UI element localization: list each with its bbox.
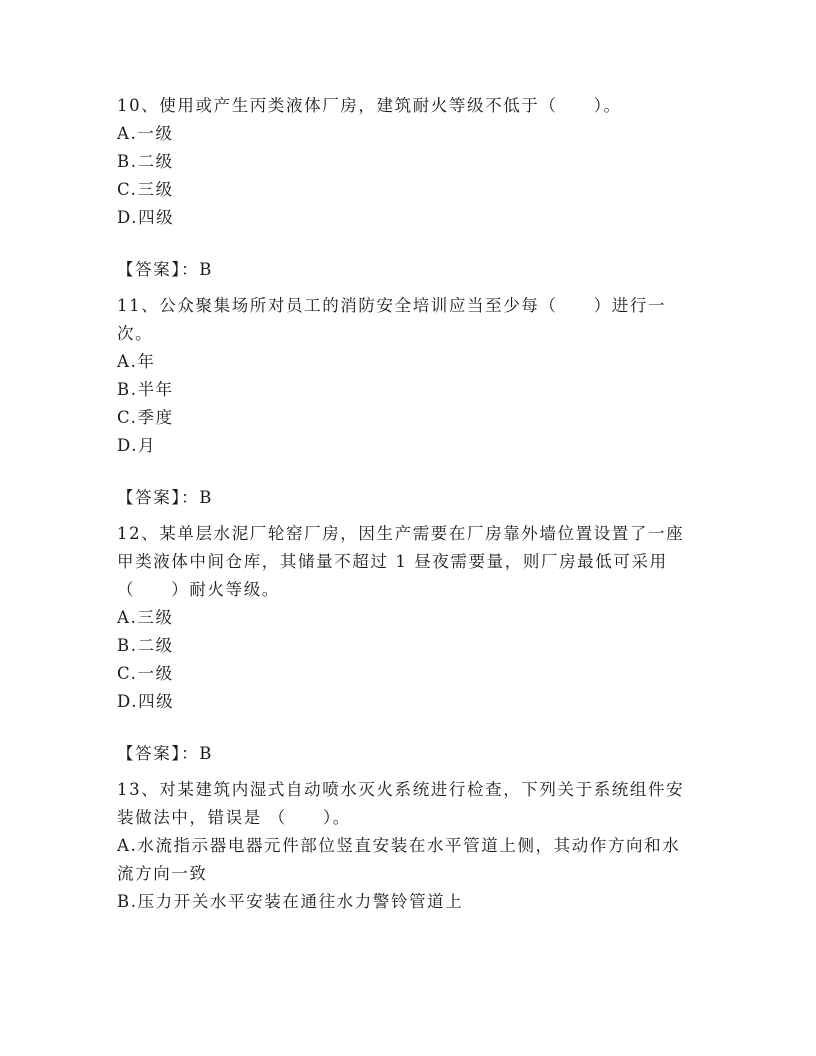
answer: 【答案】：B [117,260,213,279]
option-b: B.半年 [117,380,174,399]
question-text: 10、使用或产生丙类液体厂房，建筑耐火等级不低于（ ）。 [117,96,622,115]
option-b: B.压力开关水平安装在通往水力警铃管道上 [117,892,464,911]
option-a: A.一级 [117,124,174,143]
option-a: A.年 [117,352,156,371]
option-d: D.四级 [117,692,175,711]
option-d: D.月 [117,436,157,455]
question-11 [117,292,687,512]
question-text: 12、某单层水泥厂轮窑厂房，因生产需要在厂房靠外墙位置设置了一座甲类液体中间仓库，其储量不超过 1 昼夜需要量，则厂房最低可采用（ ）耐火等级。 [117,524,685,599]
option-b: B.二级 [117,152,174,171]
option-d: D.四级 [117,208,175,227]
option-c: C.一级 [117,664,174,683]
question-13 [117,776,687,916]
question-text: 11、公众聚集场所对员工的消防安全培训应当至少每（ ）进行一次。 [117,296,667,343]
answer: 【答案】：B [117,488,213,507]
option-a: A.水流指示器电器元件部位竖直安装在水平管道上侧，其动作方向和水流方向一致 [117,836,681,883]
option-c: C.三级 [117,180,174,199]
option-a: A.三级 [117,608,174,627]
question-10 [117,92,687,284]
question-text: 13、对某建筑内湿式自动喷水灭火系统进行检查，下列关于系统组件安装做法中，错误是 （ ）。 [117,780,685,827]
option-c: C.季度 [117,408,174,427]
answer: 【答案】：B [117,744,213,763]
option-b: B.二级 [117,636,174,655]
exam-page [117,92,687,916]
question-12 [117,520,687,768]
